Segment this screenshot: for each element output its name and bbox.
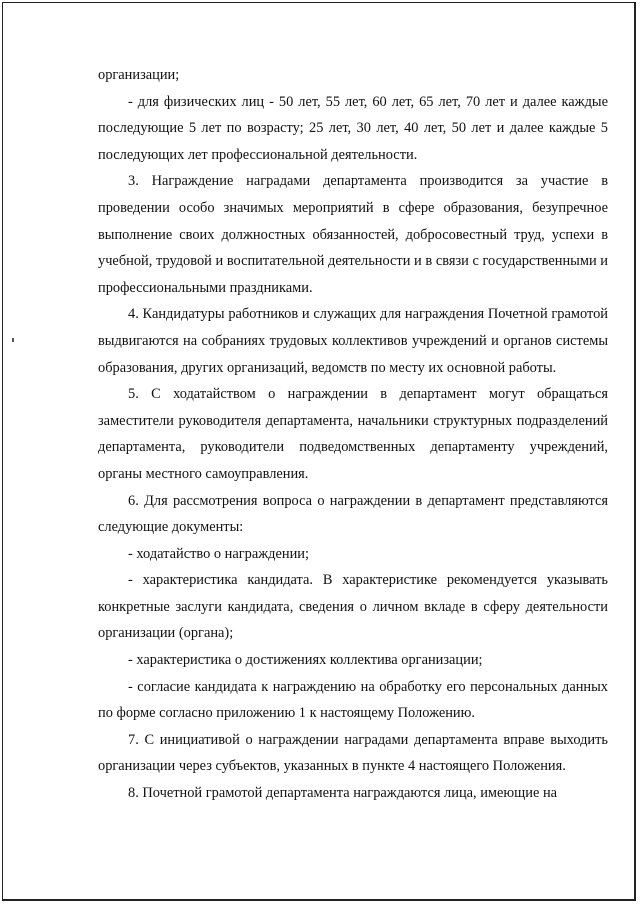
list-item-collective-achievements: - характеристика о достижениях коллектива организации; [128, 652, 483, 669]
paragraph-item-8: 8. Почетной грамотой департамента награждаются лица, имеющие на [128, 785, 558, 802]
list-item-petition: - ходатайство о награждении; [128, 545, 309, 562]
paragraph-item-3: 3. Награждение наградами департамента производится за участие в проведении особо значимых мероприятий в сфере образования, безупречное выполнение своих должностных обязанностей, добросовестный труд, успехи в учебной, трудовой и воспитательной деятельности и в связи с государственными и профессиональными праздниками. [98, 173, 608, 296]
paragraph-item-5: 5. С ходатайством о награждении в департамент могут обращаться заместители руководителя департамента, начальники структурных подразделений департамента, руководители подведомственных департаменту учреждений, органы местного самоуправления. [98, 386, 608, 482]
document-body [98, 62, 608, 807]
list-item-consent: - согласие кандидата к награждению на обработку его персональных данных по форме согласно приложению 1 к настоящему Положению. [98, 678, 608, 722]
list-item-characteristic: - характеристика кандидата. В характеристике рекомендуется указывать конкретные заслуги кандидата, сведения о личном вкладе в сферу деятельности организации (органа); [98, 572, 608, 642]
scan-artifact [12, 338, 14, 342]
paragraph-age-intervals: - для физических лиц - 50 лет, 55 лет, 60 лет, 65 лет, 70 лет и далее каждые последующие 5 лет по возрасту; 25 лет, 30 лет, 40 лет, 50 лет и далее каждые 5 последующих лет профессиональной деятельности. [98, 93, 608, 163]
paragraph-item-6: 6. Для рассмотрения вопроса о награждении в департамент представляются следующие документы: [98, 492, 608, 536]
paragraph-continuation: организации; [98, 67, 180, 83]
paragraph-item-7: 7. С инициативой о награждении наградами департамента вправе выходить организации через субъектов, указанных в пункте 4 настоящего Положения. [98, 731, 608, 775]
paragraph-item-4: 4. Кандидатуры работников и служащих для награждения Почетной грамотой выдвигаются на собраниях трудовых коллективов учреждений и органов системы образования, других организаций, ведомств по месту их основной работы. [98, 306, 608, 376]
